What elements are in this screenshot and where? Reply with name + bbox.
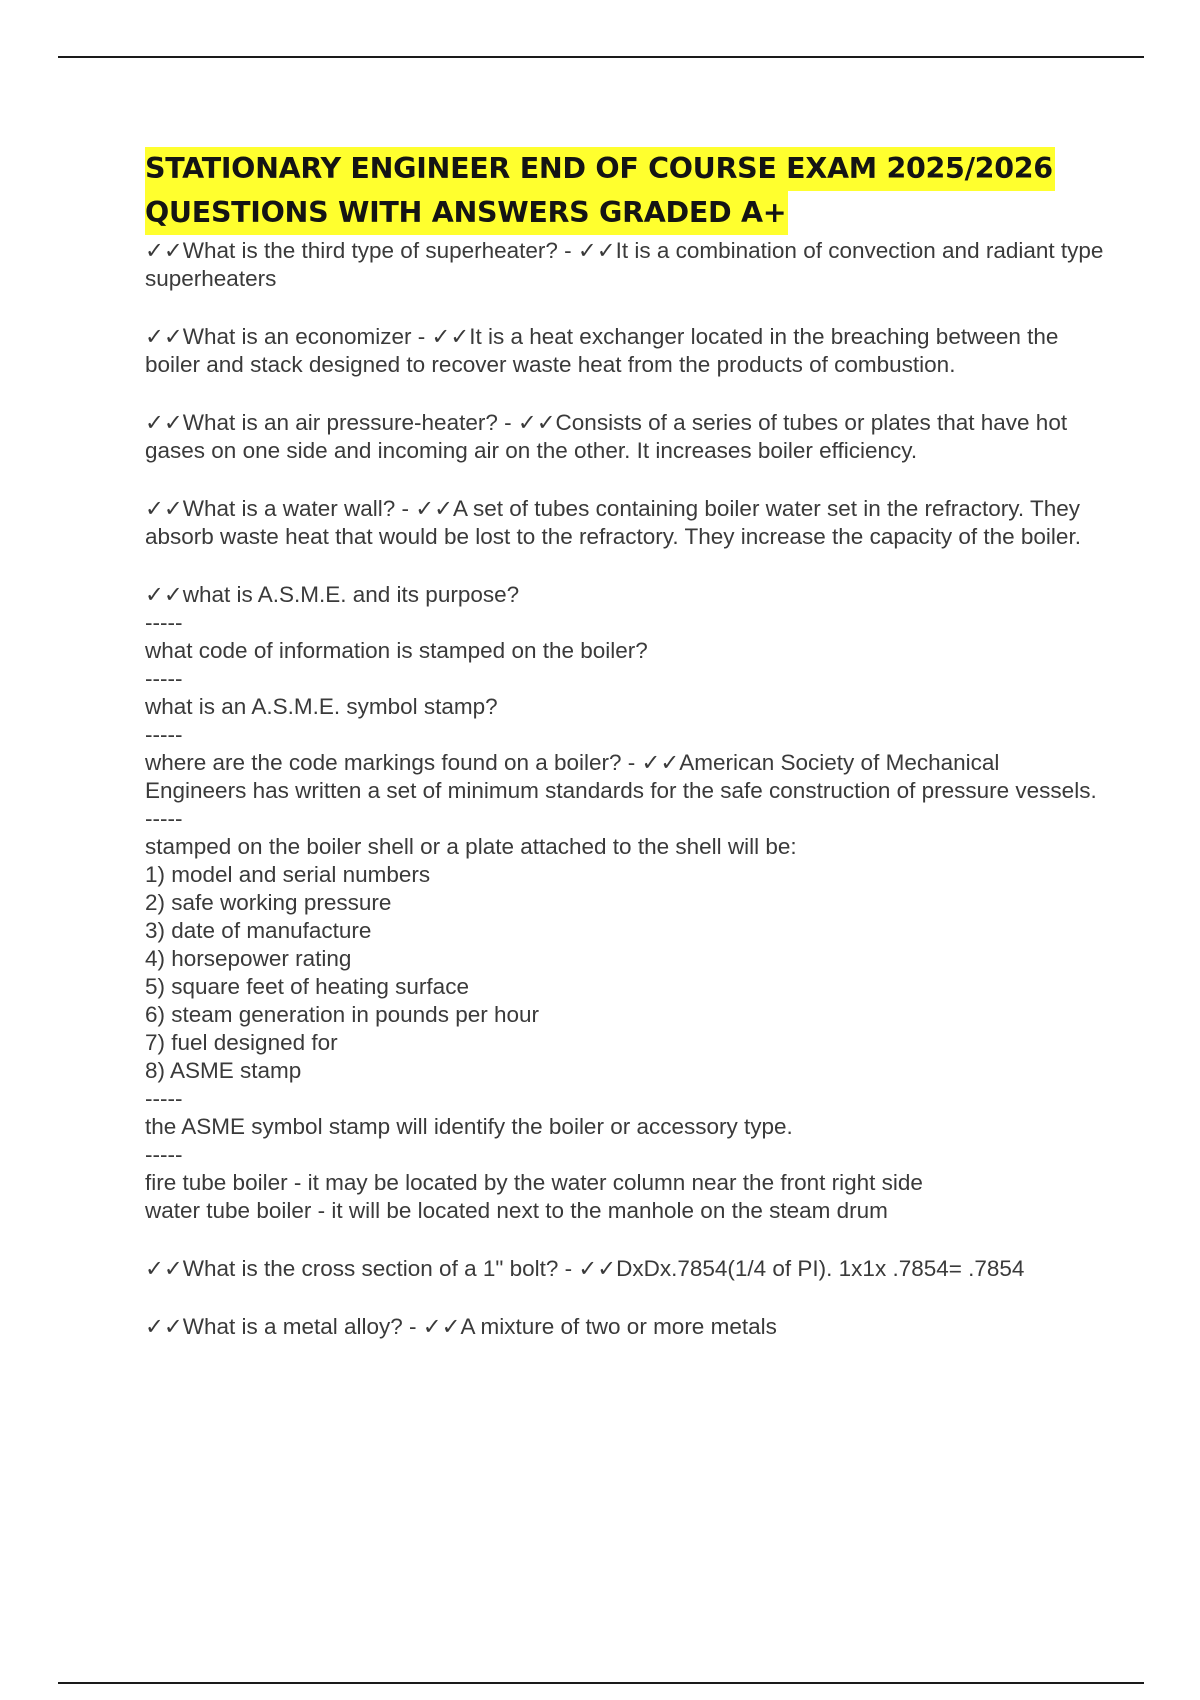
location-fire-tube: fire tube boiler - it may be located by the water column near the front right side <box>145 1170 923 1195</box>
location-water-tube: water tube boiler - it will be located next to the manhole on the steam drum <box>145 1198 888 1223</box>
footer-rule <box>58 1682 1144 1684</box>
document-title <box>145 147 1105 235</box>
qa-metal-alloy: ✓✓What is a metal alloy? - ✓✓A mixture of two or more metals <box>145 1314 777 1339</box>
qa-air-preheater: ✓✓What is an air pressure-heater? - ✓✓Consists of a series of tubes or plates that have hot gases on one side and incoming air on the other. It increases boiler efficiency. <box>145 410 1074 463</box>
asme-question-4-answer: where are the code markings found on a boiler? - ✓✓American Society of Mechanical Engineers has written a set of minimum standards for the safe construction of pressure vessels. <box>145 750 1097 803</box>
qa-economizer: ✓✓What is an economizer - ✓✓It is a heat exchanger located in the breaching between the boiler and stack designed to recover waste heat from the products of combustion. <box>145 324 1065 377</box>
title-line-1: STATIONARY ENGINEER END OF COURSE EXAM 2025/2026 <box>145 147 1055 191</box>
qa-bolt-cross-section: ✓✓What is the cross section of a 1" bolt? - ✓✓DxDx.7854(1/4 of PI). 1x1x .7854= .7854 <box>145 1256 1025 1281</box>
stamped-list-item: 4) horsepower rating <box>145 946 352 971</box>
asme-question-1: ✓✓what is A.S.M.E. and its purpose? <box>145 582 520 607</box>
stamped-list-item: 3) date of manufacture <box>145 918 372 943</box>
stamped-list-item: 5) square feet of heating surface <box>145 974 469 999</box>
qa-water-wall: ✓✓What is a water wall? - ✓✓A set of tubes containing boiler water set in the refractory. They absorb waste heat that would be lost to the refractory. They increase the capacity of the boiler. <box>145 496 1087 549</box>
separator: ----- <box>145 1086 183 1111</box>
separator: ----- <box>145 610 183 635</box>
separator: ----- <box>145 666 183 691</box>
stamped-list-item: 7) fuel designed for <box>145 1030 338 1055</box>
separator: ----- <box>145 1142 183 1167</box>
asme-question-2: what code of information is stamped on the boiler? <box>145 638 648 663</box>
title-line-2: QUESTIONS WITH ANSWERS GRADED A+ <box>145 191 788 235</box>
document-body <box>145 147 1110 1371</box>
asme-section <box>145 581 1105 1225</box>
stamped-intro: stamped on the boiler shell or a plate attached to the shell will be: <box>145 834 797 859</box>
stamped-list-item: 2) safe working pressure <box>145 890 392 915</box>
qa-superheater: ✓✓What is the third type of superheater? - ✓✓It is a combination of convection and radiant type superheaters <box>145 238 1110 291</box>
stamped-list-item: 1) model and serial numbers <box>145 862 431 887</box>
asme-question-3: what is an A.S.M.E. symbol stamp? <box>145 694 498 719</box>
separator: ----- <box>145 806 183 831</box>
asme-symbol-note: the ASME symbol stamp will identify the boiler or accessory type. <box>145 1114 793 1139</box>
stamped-list-item: 8) ASME stamp <box>145 1058 302 1083</box>
header-rule <box>58 56 1144 58</box>
stamped-list-item: 6) steam generation in pounds per hour <box>145 1002 540 1027</box>
separator: ----- <box>145 722 183 747</box>
